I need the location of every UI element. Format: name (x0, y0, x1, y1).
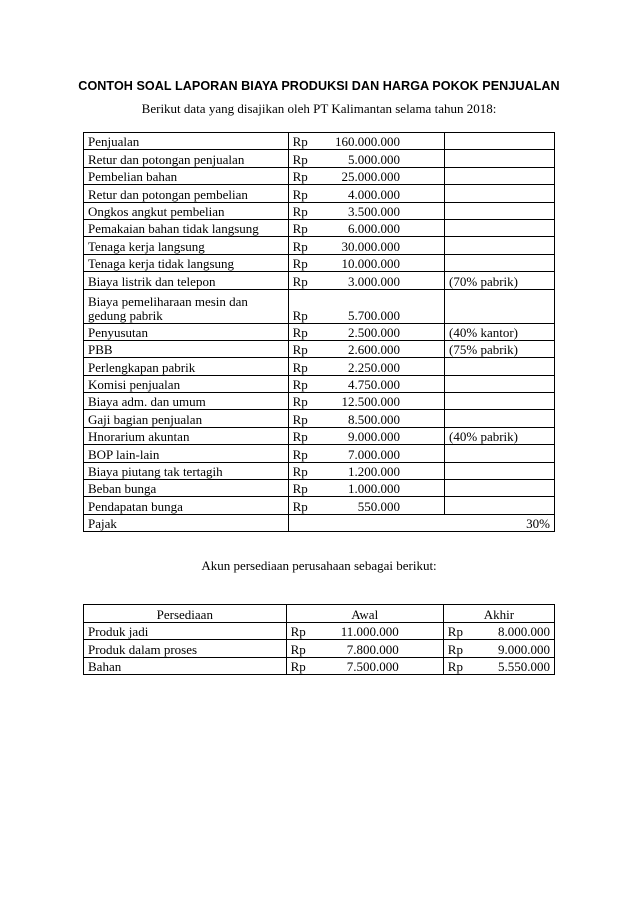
cost-item-note (445, 237, 555, 254)
cost-item-amount: 2.600.000 (348, 342, 401, 358)
currency-label: Rp (292, 151, 308, 167)
currency-label: Rp (292, 481, 308, 497)
currency-label: Rp (292, 238, 308, 254)
inventory-awal-value: 7.800.000 (346, 641, 399, 657)
cost-item-amount-cell (288, 375, 444, 392)
cost-item-amount: 2.250.000 (348, 359, 401, 375)
cost-item-amount-cell (288, 185, 444, 202)
cost-item-note (445, 497, 555, 514)
cost-item-amount: 3.500.000 (348, 203, 401, 219)
cost-item-amount-cell (288, 254, 444, 271)
cost-item-note (445, 202, 555, 219)
inventory-header-row (84, 605, 555, 623)
currency-label: Rp (292, 134, 308, 150)
cost-item-label: Biaya pemeliharaan mesin dan gedung pabrik (84, 289, 289, 323)
cost-item-amount-cell (288, 323, 444, 340)
cost-item-label: Ongkos angkut pembelian (84, 202, 289, 219)
cost-item-amount: 3.000.000 (348, 273, 401, 289)
currency-label: Rp (292, 377, 308, 393)
inventory-header-cell: Persediaan (84, 605, 287, 623)
currency-label: Rp (292, 342, 308, 358)
cost-row (84, 445, 555, 462)
cost-item-note (445, 167, 555, 184)
cost-item-note (445, 185, 555, 202)
cost-item-note (445, 462, 555, 479)
currency-label: Rp (292, 464, 308, 480)
cost-item-label: Komisi penjualan (84, 375, 289, 392)
cost-item-label: Pembelian bahan (84, 167, 289, 184)
cost-row (84, 427, 555, 444)
cost-item-note: (75% pabrik) (445, 340, 555, 357)
cost-row (84, 480, 555, 497)
cost-item-amount: 5.000.000 (348, 151, 401, 167)
cost-row (84, 237, 555, 254)
intro-text: Berikut data yang disajikan oleh PT Kalimantan selama tahun 2018: (141, 101, 497, 116)
currency-label: Rp (292, 359, 308, 375)
cost-item-note (445, 219, 555, 236)
cost-row (84, 497, 555, 514)
inventory-row (84, 640, 555, 658)
cost-item-label: Tenaga kerja tidak langsung (84, 254, 289, 271)
cost-data-table (83, 132, 555, 532)
inventory-header-cell: Awal (286, 605, 443, 623)
inventory-row (84, 657, 555, 675)
inventory-intro-text: Akun persediaan perusahaan sebagai berikut: (201, 558, 437, 573)
cost-item-label: Hnorarium akuntan (84, 427, 289, 444)
currency-label: Rp (290, 624, 306, 640)
cost-row (84, 323, 555, 340)
cost-item-amount-cell (288, 358, 444, 375)
cost-item-amount-cell (288, 410, 444, 427)
currency-label: Rp (447, 624, 463, 640)
cost-row (84, 254, 555, 271)
currency-label: Rp (292, 411, 308, 427)
cost-item-amount-cell (288, 445, 444, 462)
currency-label: Rp (290, 641, 306, 657)
tax-label: Pajak (84, 514, 289, 531)
cost-item-label: Biaya adm. dan umum (84, 393, 289, 410)
cost-item-amount: 25.000.000 (341, 169, 401, 185)
currency-label: Rp (292, 394, 308, 410)
cost-item-label: PBB (84, 340, 289, 357)
currency-label: Rp (290, 659, 306, 675)
cost-item-amount-cell (288, 340, 444, 357)
cost-item-note (445, 393, 555, 410)
inventory-awal (286, 622, 443, 640)
cost-item-amount-cell (288, 427, 444, 444)
currency-label: Rp (292, 273, 308, 289)
inventory-row (84, 622, 555, 640)
inventory-awal-value: 7.500.000 (346, 659, 399, 675)
cost-item-amount: 4.750.000 (348, 377, 401, 393)
cost-item-amount-cell (288, 219, 444, 236)
cost-row (84, 462, 555, 479)
cost-item-label: Perlengkapan pabrik (84, 358, 289, 375)
cost-item-amount: 6.000.000 (348, 221, 401, 237)
cost-item-note (445, 410, 555, 427)
cost-item-note (445, 289, 555, 323)
inventory-akhir-value: 9.000.000 (498, 641, 550, 657)
cost-item-amount-cell (288, 237, 444, 254)
cost-row (84, 185, 555, 202)
inventory-header-cell: Akhir (443, 605, 554, 623)
cost-row (84, 202, 555, 219)
cost-item-amount-cell (288, 480, 444, 497)
inventory-item-name: Bahan (84, 657, 287, 675)
cost-item-label: Penyusutan (84, 323, 289, 340)
inventory-table (83, 604, 555, 675)
cost-item-amount: 5.700.000 (348, 307, 401, 323)
cost-item-note: (40% kantor) (445, 323, 555, 340)
cost-item-amount-cell (288, 393, 444, 410)
inventory-awal-value: 11.000.000 (340, 624, 399, 640)
currency-label: Rp (292, 221, 308, 237)
cost-row (84, 219, 555, 236)
cost-item-amount: 4.000.000 (348, 186, 401, 202)
cost-item-label: BOP lain-lain (84, 445, 289, 462)
cost-row (84, 167, 555, 184)
tax-row (84, 514, 555, 531)
cost-item-amount: 12.500.000 (341, 394, 401, 410)
currency-label: Rp (292, 498, 308, 514)
inventory-akhir (443, 640, 554, 658)
cost-item-note: (40% pabrik) (445, 427, 555, 444)
currency-label: Rp (292, 203, 308, 219)
currency-label: Rp (292, 256, 308, 272)
tax-rate: 30% (288, 514, 554, 531)
cost-item-note (445, 480, 555, 497)
cost-item-note (445, 150, 555, 167)
cost-item-label: Penjualan (84, 133, 289, 150)
cost-item-amount-cell (288, 462, 444, 479)
inventory-item-name: Produk dalam proses (84, 640, 287, 658)
currency-label: Rp (292, 169, 308, 185)
cost-item-amount: 2.500.000 (348, 324, 401, 340)
cost-item-label: Biaya piutang tak tertagih (84, 462, 289, 479)
inventory-akhir-value: 8.000.000 (498, 624, 550, 640)
inventory-awal (286, 657, 443, 675)
cost-item-label: Retur dan potongan pembelian (84, 185, 289, 202)
currency-label: Rp (292, 446, 308, 462)
cost-item-amount: 160.000.000 (335, 134, 401, 150)
cost-row (84, 410, 555, 427)
cost-item-amount-cell (288, 133, 444, 150)
cost-row (84, 393, 555, 410)
cost-item-amount: 550.000 (357, 498, 401, 514)
cost-item-label: Pendapatan bunga (84, 497, 289, 514)
inventory-akhir (443, 657, 554, 675)
cost-item-amount: 10.000.000 (341, 256, 401, 272)
currency-label: Rp (292, 429, 308, 445)
cost-row (84, 375, 555, 392)
cost-item-amount: 30.000.000 (341, 238, 401, 254)
cost-item-amount-cell (288, 272, 444, 289)
inventory-akhir (443, 622, 554, 640)
cost-item-amount-cell (288, 202, 444, 219)
cost-row (84, 272, 555, 289)
cost-item-note (445, 445, 555, 462)
currency-label: Rp (447, 659, 463, 675)
cost-item-note (445, 254, 555, 271)
cost-item-note (445, 358, 555, 375)
cost-item-label: Gaji bagian penjualan (84, 410, 289, 427)
cost-item-amount: 8.500.000 (348, 411, 401, 427)
cost-item-label: Tenaga kerja langsung (84, 237, 289, 254)
inventory-awal (286, 640, 443, 658)
cost-item-label: Pemakaian bahan tidak langsung (84, 219, 289, 236)
cost-item-amount-cell (288, 497, 444, 514)
cost-row (84, 340, 555, 357)
cost-item-amount-cell (288, 167, 444, 184)
document-title: CONTOH SOAL LAPORAN BIAYA PRODUKSI DAN HARGA POKOK PENJUALAN (78, 79, 560, 93)
currency-label: Rp (292, 324, 308, 340)
currency-label: Rp (447, 641, 463, 657)
cost-item-amount-cell (288, 150, 444, 167)
cost-item-note: (70% pabrik) (445, 272, 555, 289)
cost-item-note (445, 133, 555, 150)
currency-label: Rp (292, 307, 308, 323)
cost-item-label: Retur dan potongan penjualan (84, 150, 289, 167)
cost-item-amount: 1.200.000 (348, 464, 401, 480)
cost-item-label: Biaya listrik dan telepon (84, 272, 289, 289)
currency-label: Rp (292, 186, 308, 202)
cost-item-amount: 7.000.000 (348, 446, 401, 462)
cost-item-amount-cell (288, 289, 444, 323)
cost-row (84, 289, 555, 323)
cost-item-note (445, 375, 555, 392)
cost-item-amount: 1.000.000 (348, 481, 401, 497)
cost-item-amount: 9.000.000 (348, 429, 401, 445)
inventory-akhir-value: 5.550.000 (498, 659, 550, 675)
inventory-item-name: Produk jadi (84, 622, 287, 640)
cost-row (84, 358, 555, 375)
cost-row (84, 133, 555, 150)
cost-row (84, 150, 555, 167)
cost-item-label: Beban bunga (84, 480, 289, 497)
